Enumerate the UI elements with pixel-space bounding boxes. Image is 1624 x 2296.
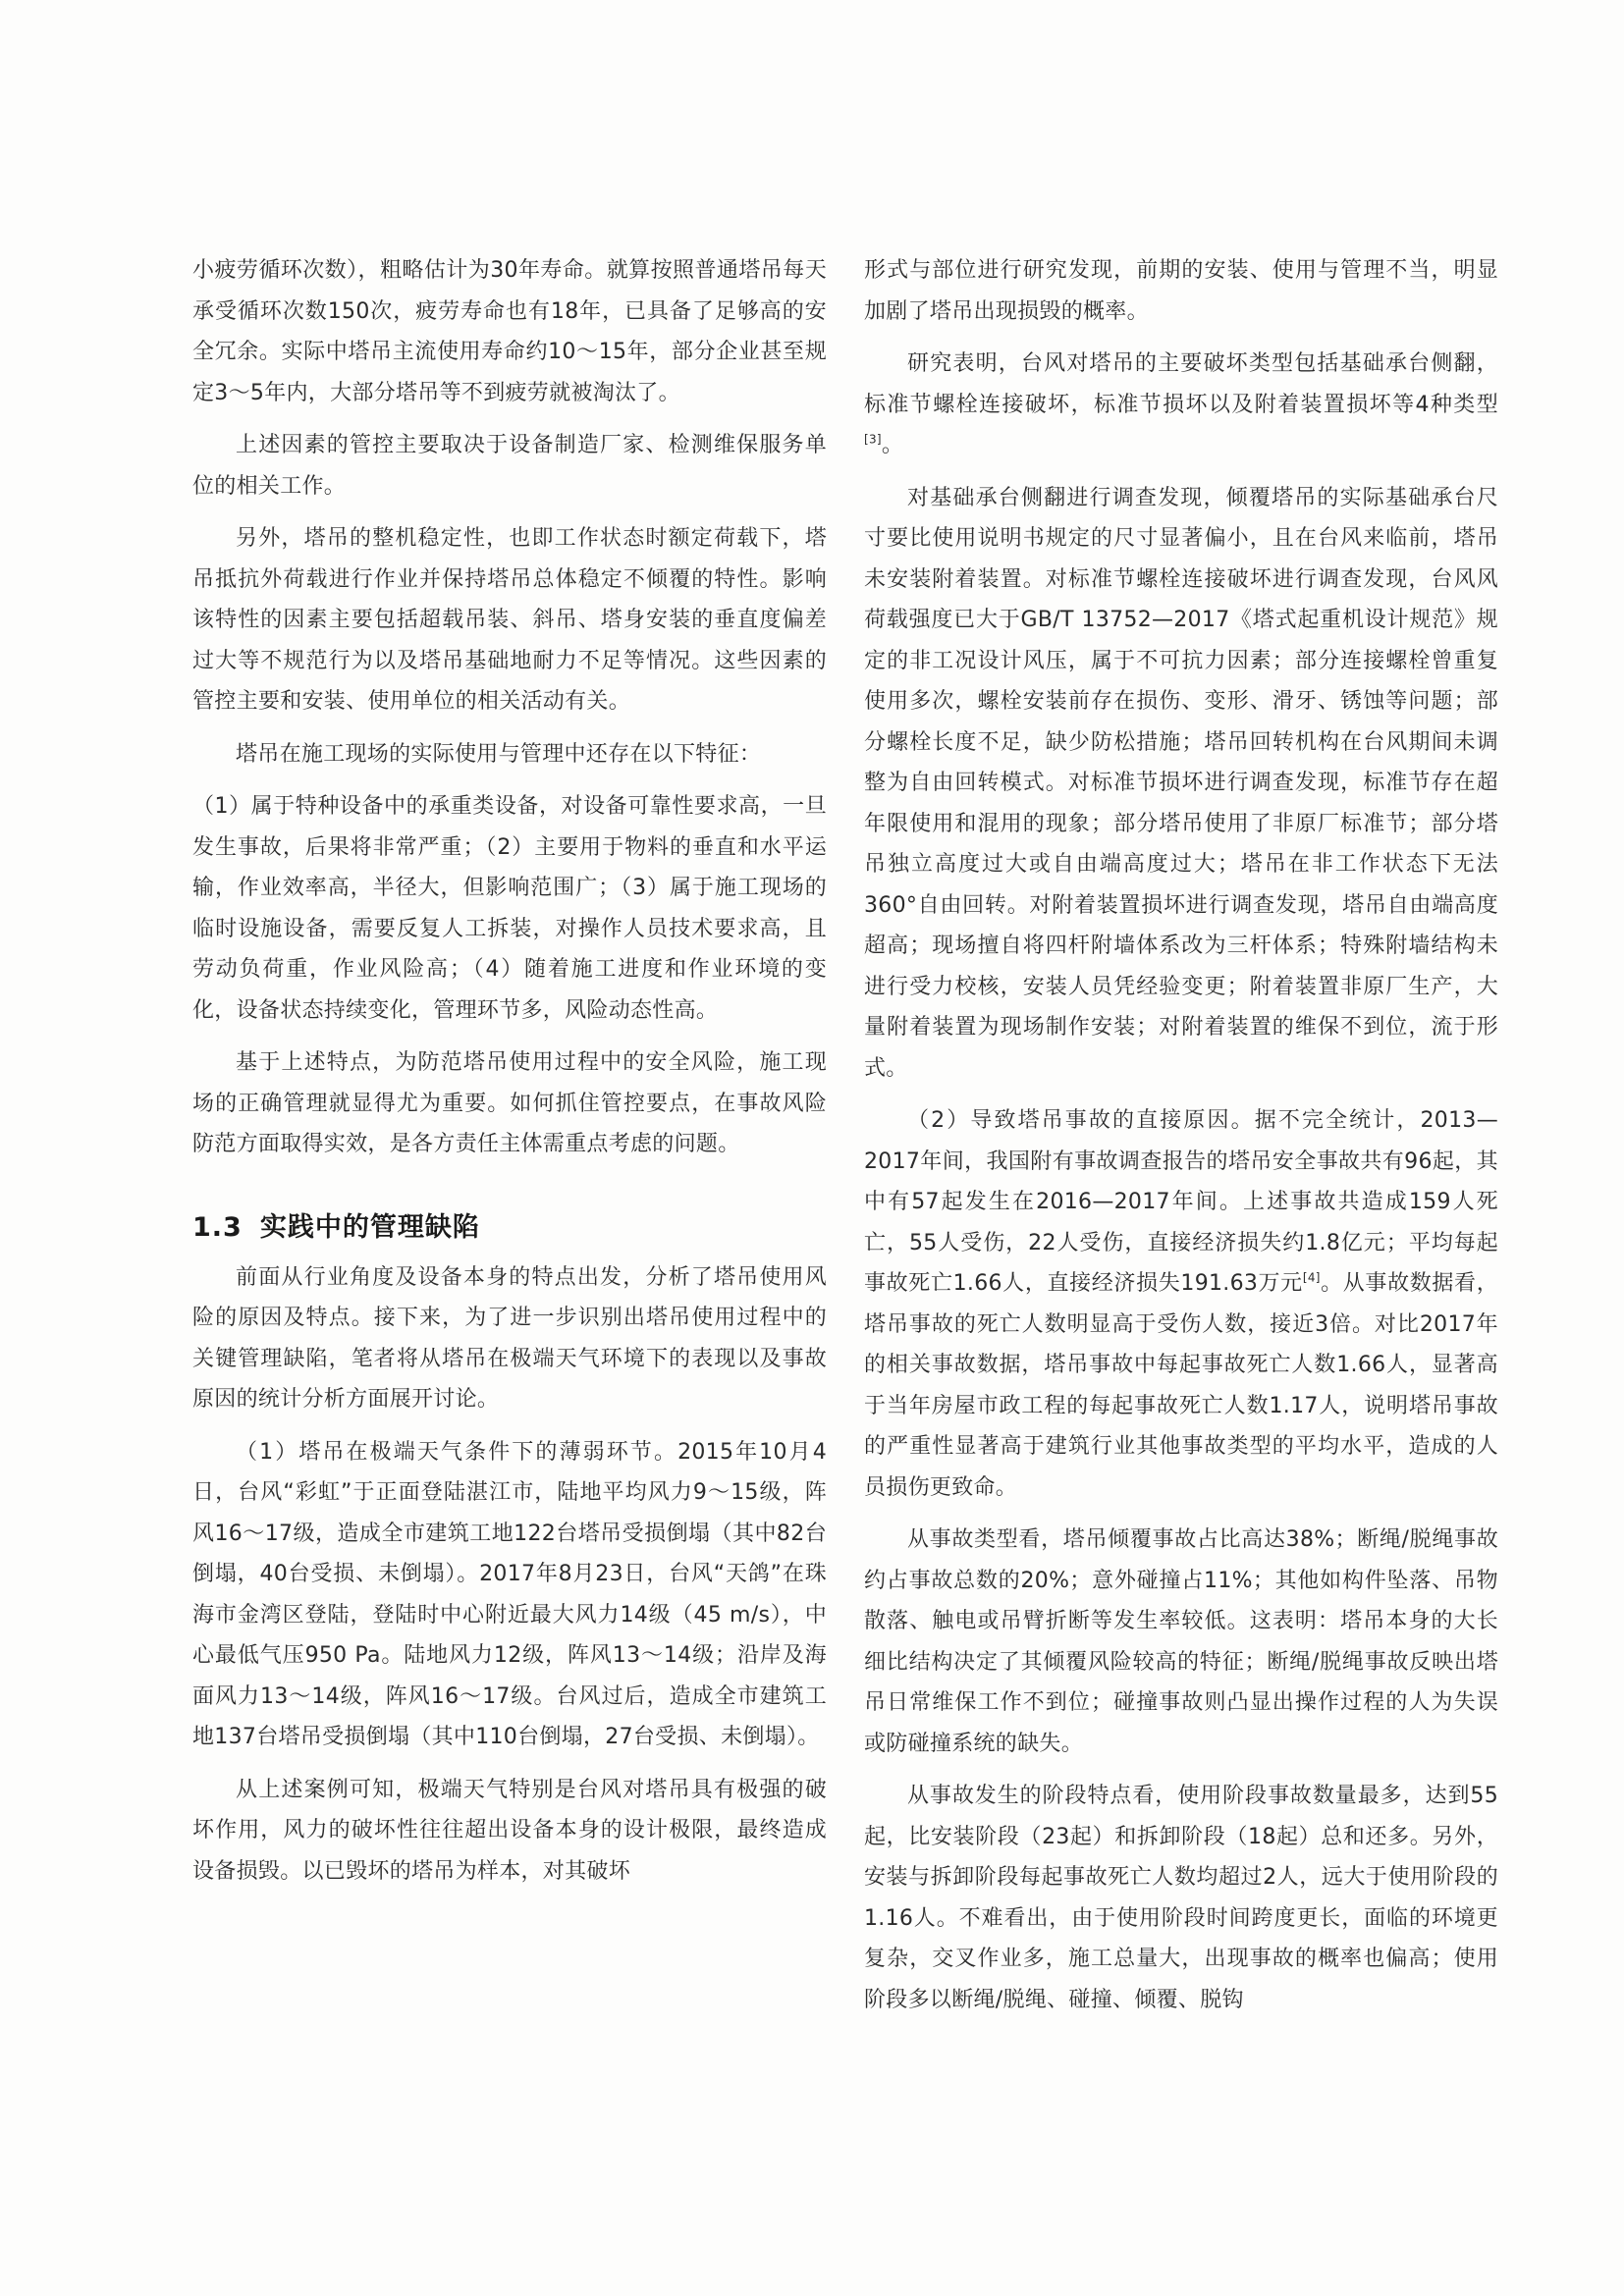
right-column — [864, 250, 1498, 2020]
paragraph-end: 。 — [881, 433, 904, 457]
paragraph: 从事故发生的阶段特点看，使用阶段事故数量最多，达到55起，比安装阶段（23起）和拆卸阶段（18起）总和还多。另外，安装与拆卸阶段每起事故死亡人数均超过2人，远大于使用阶段的1.16人。不难看出，由于使用阶段时间跨度更长，面临的环境更复杂，交叉作业多，施工总量大，出现事故的概率也偏高；使用阶段多以断绳/脱绳、碰撞、倾覆、脱钩 — [864, 1784, 1498, 2012]
paragraph-text: 研究表明，台风对塔吊的主要破坏类型包括基础承台侧翻，标准节螺栓连接破坏，标准节损坏以及附着装置损坏等4种类型 — [864, 351, 1498, 417]
section-title: 实践中的管理缺陷 — [259, 1211, 480, 1243]
paragraph: （1）属于特种设备中的承重类设备，对设备可靠性要求高，一旦发生事故，后果将非常严重；（2）主要用于物料的垂直和水平运输，作业效率高，半径大，但影响范围广；（3）属于施工现场的临时设施设备，需要反复人工拆装，对操作人员技术要求高，且劳动负荷重，作业风险高；（4）随着施工进度和作业环境的变化，设备状态持续变化，管理环节多，风险动态性高。 — [192, 794, 827, 1023]
paragraph: 另外，塔吊的整机稳定性，也即工作状态时额定荷载下，塔吊抵抗外荷载进行作业并保持塔吊总体稳定不倾覆的特性。影响该特性的因素主要包括超载吊装、斜吊、塔身安装的垂直度偏差过大等不规范行为以及塔吊基础地耐力不足等情况。这些因素的管控主要和安装、使用单位的相关活动有关。 — [192, 526, 827, 714]
citation-reference: [4] — [1302, 1270, 1321, 1285]
paragraph: 从上述案例可知，极端天气特别是台风对塔吊具有极强的破坏作用，风力的破坏性往往超出设备本身的设计极限，最终造成设备损毁。以已毁坏的塔吊为样本，对其破坏 — [192, 1777, 827, 1884]
paragraph-text: （2）导致塔吊事故的直接原因。据不完全统计，2013—2017年间，我国附有事故调查报告的塔吊安全事故共有96起，其中有57起发生在2016—2017年间。上述事故共造成159人死亡，55人受伤，22人受伤，直接经济损失约1.8亿元；平均每起事故死亡1.66人，直接经济损失191.63万元 — [864, 1108, 1498, 1296]
section-number: 1.3 — [192, 1211, 243, 1243]
left-column — [192, 250, 827, 1892]
paragraph — [864, 344, 1498, 466]
paragraph-tail: 。从事故数据看，塔吊事故的死亡人数明显高于受伤人数，接近3倍。对比2017年的相关事故数据，塔吊事故中每起事故死亡人数1.66人，显著高于当年房屋市政工程的每起事故死亡人数1.17人，说明塔吊事故的严重性显著高于建筑行业其他事故类型的平均水平，造成的人员损伤更致命。 — [864, 1271, 1498, 1500]
paragraph: 塔吊在施工现场的实际使用与管理中还存在以下特征： — [236, 741, 762, 767]
section-heading — [192, 1208, 827, 1248]
paragraph: 前面从行业角度及设备本身的特点出发，分析了塔吊使用风险的原因及特点。接下来，为了进一步识别出塔吊使用过程中的关键管理缺陷，笔者将从塔吊在极端天气环境下的表现以及事故原因的统计分析方面展开讨论。 — [192, 1264, 827, 1412]
paragraph: （1）塔吊在极端天气条件下的薄弱环节。2015年10月4日，台风“彩虹”于正面登陆湛江市，陆地平均风力9～15级，阵风16～17级，造成全市建筑工地122台塔吊受损倒塌（其中82台倒塌，40台受损、未倒塌）。2017年8月23日，台风“天鸽”在珠海市金湾区登陆，登陆时中心附近最大风力14级（45 m/s），中心最低气压950 Pa。陆地风力12级，阵风13～14级；沿岸及海面风力13～14级，阵风16～17级。台风过后，造成全市建筑工地137台塔吊受损倒塌（其中110台倒塌，27台受损、未倒塌）。 — [192, 1439, 827, 1749]
paragraph — [864, 1100, 1498, 1508]
paragraph: 对基础承台侧翻进行调查发现，倾覆塔吊的实际基础承台尺寸要比使用说明书规定的尺寸显著偏小，且在台风来临前，塔吊未安装附着装置。对标准节螺栓连接破坏进行调查发现，台风风荷载强度已大于GB/T 13752—2017《塔式起重机设计规范》规定的非工况设计风压，属于不可抗力因素；部分连接螺栓曾重复使用多次，螺栓安装前存在损伤、变形、滑牙、锈蚀等问题；部分螺栓长度不足，缺少防松措施；塔吊回转机构在台风期间未调整为自由回转模式。对标准节损坏进行调查发现，标准节存在超年限使用和混用的现象；部分塔吊使用了非原厂标准节；部分塔吊独立高度过大或自由端高度过大；塔吊在非工作状态下无法360°自由回转。对附着装置损坏进行调查发现，塔吊自由端高度超高；现场擅自将四杆附墙体系改为三杆体系；特殊附墙结构未进行受力校核，安装人员凭经验变更；附着装置非原厂生产，大量附着装置为现场制作安装；对附着装置的维保不到位，流于形式。 — [864, 485, 1498, 1081]
paragraph: 小疲劳循环次数），粗略估计为30年寿命。就算按照普通塔吊每天承受循环次数150次，疲劳寿命也有18年，已具备了足够高的安全冗余。实际中塔吊主流使用寿命约10～15年，部分企业甚至规定3～5年内，大部分塔吊等不到疲劳就被淘汰了。 — [192, 258, 827, 405]
paragraph: 从事故类型看，塔吊倾覆事故占比高达38%；断绳/脱绳事故约占事故总数的20%；意外碰撞占11%；其他如构件坠落、吊物散落、触电或吊臂折断等发生率较低。这表明：塔吊本身的大长细比结构决定了其倾覆风险较高的特征；断绳/脱绳事故反映出塔吊日常维保工作不到位；碰撞事故则凸显出操作过程的人为失误或防碰撞系统的缺失。 — [864, 1527, 1498, 1756]
paragraph: 形式与部位进行研究发现，前期的安装、使用与管理不当，明显加剧了塔吊出现损毁的概率。 — [864, 258, 1498, 324]
paragraph: 基于上述特点，为防范塔吊使用过程中的安全风险，施工现场的正确管理就显得尤为重要。如何抓住管控要点，在事故风险防范方面取得实效，是各方责任主体需重点考虑的问题。 — [192, 1050, 827, 1156]
citation-reference: [3] — [864, 432, 882, 447]
paragraph: 上述因素的管控主要取决于设备制造厂家、检测维保服务单位的相关工作。 — [192, 433, 827, 499]
